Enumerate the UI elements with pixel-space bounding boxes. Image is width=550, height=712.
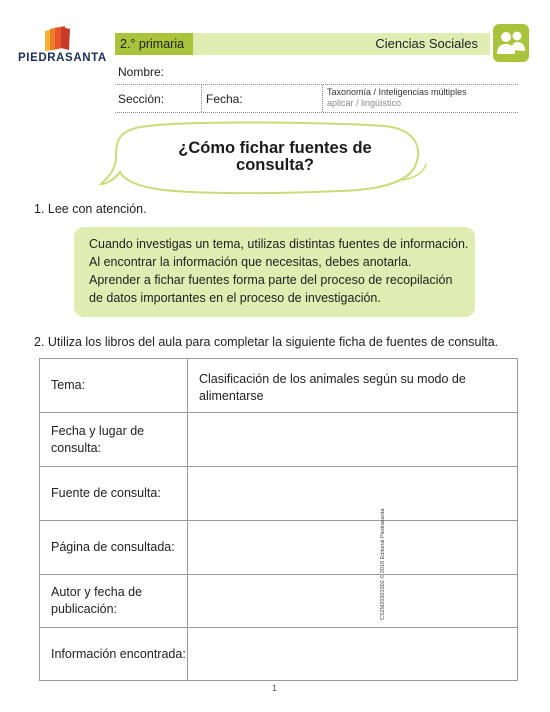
taxonomy-label: Taxonomía / Inteligencias múltiples — [327, 87, 467, 97]
row-label: Fuente de consulta: — [40, 467, 188, 521]
page-number: 1 — [272, 683, 278, 693]
table-row — [40, 628, 518, 681]
row-label: Tema: — [40, 359, 188, 413]
row-value[interactable] — [188, 413, 518, 467]
instruction-1: 1. Lee con atención. — [34, 202, 147, 216]
row-value[interactable] — [188, 467, 518, 521]
brand-logo-text: PIEDRASANTA — [18, 52, 107, 64]
instruction-2: 2. Utiliza los libros del aula para completar la siguiente ficha de fuentes de consulta. — [34, 335, 499, 349]
name-field-label: Nombre: — [118, 65, 165, 79]
info-line: Aprender a fichar fuentes forma parte del proceso de recopilación — [89, 273, 453, 287]
subject-label: Ciencias Sociales — [375, 36, 478, 51]
piedrasanta-logo-icon — [42, 26, 72, 52]
grade-label: 2.° primaria — [115, 33, 193, 55]
info-line: Cuando investigas un tema, utilizas distintas fuentes de información. — [89, 237, 469, 251]
side-copyright-code: CS2M20301002 © 2018 Editorial Piedrasanta — [380, 508, 386, 620]
row-value[interactable] — [188, 628, 518, 681]
table-row — [40, 467, 518, 521]
row-label: Autor y fecha de publicación: — [40, 575, 188, 628]
info-line: de datos importantes en el proceso de investigación. — [89, 291, 381, 305]
section-field-label: Sección: — [118, 92, 165, 106]
table-row — [40, 413, 518, 467]
divider — [322, 85, 323, 112]
row-label: Página de consultada: — [40, 521, 188, 575]
row-label: Información encontrada: — [40, 628, 188, 681]
row-value[interactable] — [188, 575, 518, 628]
page-title: ¿Cómo fichar fuentes de consulta? — [178, 139, 372, 174]
taxonomy-values: aplicar / lingüístico — [327, 98, 402, 108]
people-icon — [493, 24, 529, 62]
divider — [201, 85, 202, 112]
table-row — [40, 359, 518, 413]
info-line: Al encontrar la información que necesitas, debes anotarla. — [89, 255, 412, 269]
date-field-label: Fecha: — [206, 92, 243, 106]
row-value[interactable]: Clasificación de los animales según su modo de alimentarse — [188, 359, 518, 413]
row-label: Fecha y lugar de consulta: — [40, 413, 188, 467]
name-row — [115, 59, 518, 85]
table-row — [40, 575, 518, 628]
table-row — [40, 521, 518, 575]
source-card-table — [39, 358, 518, 681]
row-value[interactable] — [188, 521, 518, 575]
